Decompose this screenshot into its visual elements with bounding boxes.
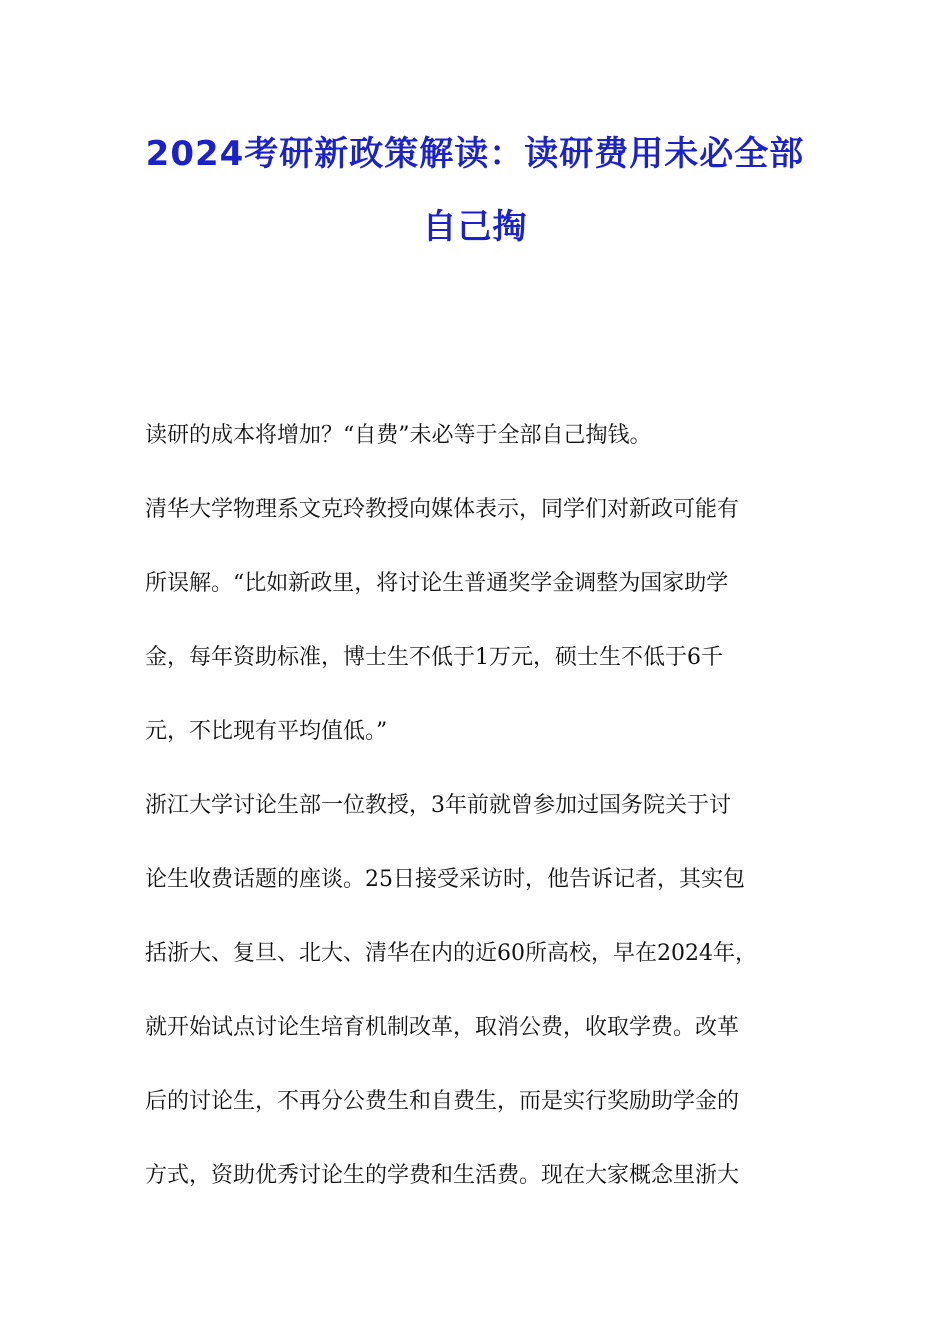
body-line: 所误解。“比如新政里，将讨论生普通奖学金调整为国家助学 bbox=[145, 571, 729, 596]
body-line: 就开始试点讨论生培育机制改革，取消公费，收取学费。改革 bbox=[145, 1015, 740, 1040]
body-line: 括浙大、复旦、北大、清华在内的近60所高校，早在2024年， bbox=[145, 941, 757, 966]
body-line: 清华大学物理系文克玲教授向媒体表示，同学们对新政可能有 bbox=[145, 497, 740, 522]
body-line: 方式，资助优秀讨论生的学费和生活费。现在大家概念里浙大 bbox=[145, 1163, 740, 1188]
body-line: 金，每年资助标准，博士生不低于1万元，硕士生不低于6千 bbox=[145, 645, 723, 670]
body-line: 论生收费话题的座谈。25日接受采访时，他告诉记者，其实包 bbox=[145, 867, 745, 892]
body-line: 浙江大学讨论生部一位教授，3年前就曾参加过国务院关于讨 bbox=[145, 793, 731, 818]
body-line: 元，不比现有平均值低。” bbox=[145, 719, 388, 744]
body-line: 读研的成本将增加？“自费”未必等于全部自己掏钱。 bbox=[145, 423, 652, 448]
document-title-line-1: 2024考研新政策解读：读研费用未必全部 bbox=[145, 134, 805, 174]
body-line: 后的讨论生，不再分公费生和自费生，而是实行奖励助学金的 bbox=[145, 1089, 740, 1114]
document-body bbox=[145, 406, 825, 1220]
document-title-line-2: 自己掏 bbox=[422, 207, 528, 247]
